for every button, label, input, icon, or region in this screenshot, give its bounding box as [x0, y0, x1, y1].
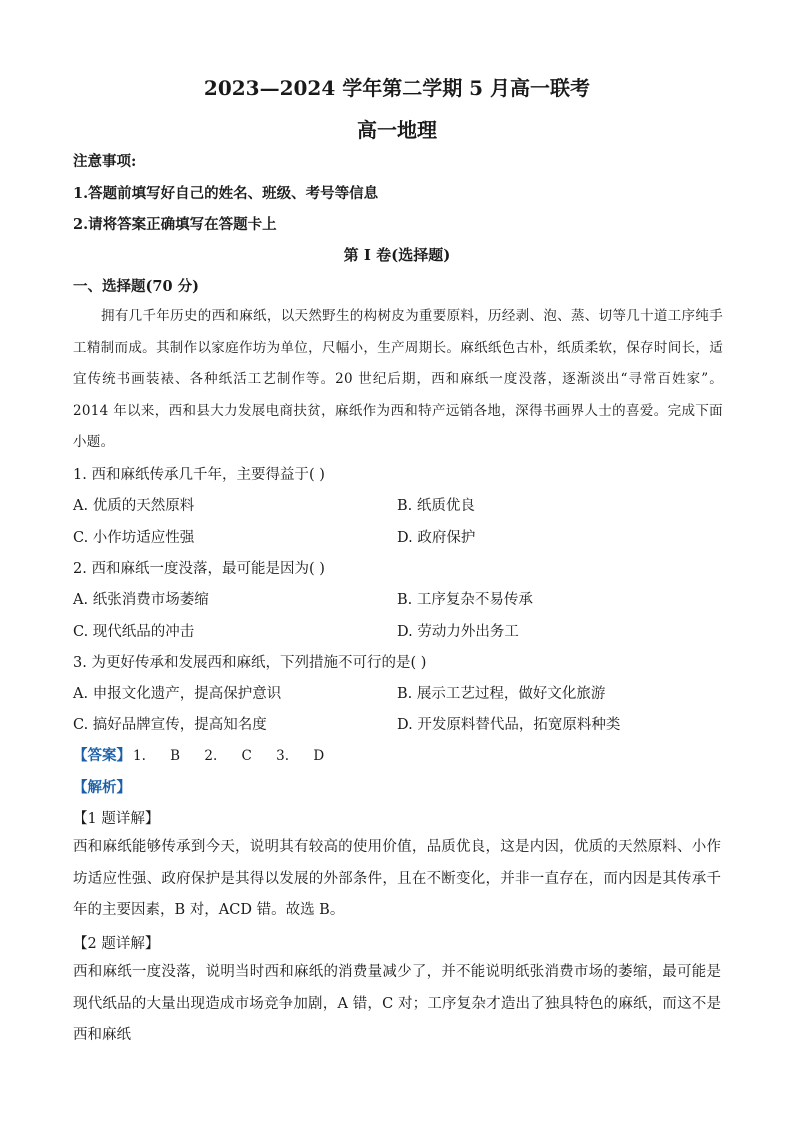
- question-2-option-a: A. 纸张消费市场萎缩: [73, 592, 209, 608]
- analysis-label: 【解析】: [73, 779, 131, 796]
- question-2-stem: 2. 西和麻纸一度没落，最可能是因为( ): [73, 561, 325, 577]
- answer-label: 【答案】: [73, 747, 131, 764]
- question-3-option-c: C. 搞好品牌宣传，提高知名度: [73, 717, 267, 733]
- question-3-stem: 3. 为更好传承和发展西和麻纸，下列措施不可行的是( ): [73, 655, 427, 671]
- question-3-option-d: D. 开发原料替代品，拓宽原料种类: [397, 717, 621, 733]
- reading-passage: 拥有几千年历史的西和麻纸，以天然野生的构树皮为重要原料，历经剥、泡、蒸、切等几十道工序纯手工精制而成。其制作以家庭作坊为单位，尺幅小，生产周期长。麻纸纸色古朴，纸质柔软，保存时间长，适宜传统书画装裱、各种纸活工艺制作等。20 世纪后期，西和麻纸一度没落，逐渐淡出“寻常百姓家”。2014 年以来，西和县大力发展电商扶贫，麻纸作为西和特产远销各地，深得书画界人士的喜爱。完成下面小题。: [73, 308, 723, 450]
- volume-title: 第 I 卷(选择题): [343, 246, 451, 264]
- question-1-option-a: A. 优质的天然原料: [73, 498, 195, 514]
- question-2-option-c: C. 现代纸品的冲击: [73, 624, 195, 640]
- notes-item-2: 2.请将答案正确填写在答题卡上: [73, 216, 277, 233]
- part-title: 一、选择题(70 分): [73, 278, 199, 295]
- answer-text: 1. B 2. C 3. D: [133, 748, 325, 764]
- q1-detail-text: 西和麻纸能够传承到今天，说明其有较高的使用价值，品质优良，这是内因，优质的天然原料、小作坊适应性强、政府保护是其得以发展的外部条件，且在不断变化，并非一直存在，而内因是其传承千年的主要因素，B 对，ACD 错。故选 B。: [73, 839, 721, 918]
- q2-detail-label: 【2 题详解】: [73, 936, 160, 952]
- notes-heading: 注意事项:: [73, 153, 137, 170]
- exam-title: 2023—2024 学年第二学期 5 月高一联考: [203, 76, 591, 100]
- subject-title: 高一地理: [357, 118, 437, 142]
- answer-line: [73, 744, 324, 765]
- question-3-option-a: A. 申报文化遗产，提高保护意识: [73, 686, 282, 702]
- question-1-stem: 1. 西和麻纸传承几千年，主要得益于( ): [73, 467, 325, 483]
- question-3-option-b: B. 展示工艺过程，做好文化旅游: [397, 686, 606, 702]
- q1-detail-label: 【1 题详解】: [73, 811, 160, 827]
- question-2-option-b: B. 工序复杂不易传承: [397, 592, 533, 608]
- question-2-option-d: D. 劳动力外出务工: [397, 624, 519, 640]
- question-1-option-b: B. 纸质优良: [397, 498, 475, 514]
- question-1-option-c: C. 小作坊适应性强: [73, 530, 195, 546]
- q2-detail-text: 西和麻纸一度没落，说明当时西和麻纸的消费量减少了，并不能说明纸张消费市场的萎缩，最可能是现代纸品的大量出现造成市场竞争加剧，A 错，C 对；工序复杂才造出了独具特色的麻纸，而这不是西和麻纸: [73, 964, 721, 1043]
- notes-item-1: 1.答题前填写好自己的姓名、班级、考号等信息: [73, 185, 379, 202]
- question-1-option-d: D. 政府保护: [397, 530, 476, 546]
